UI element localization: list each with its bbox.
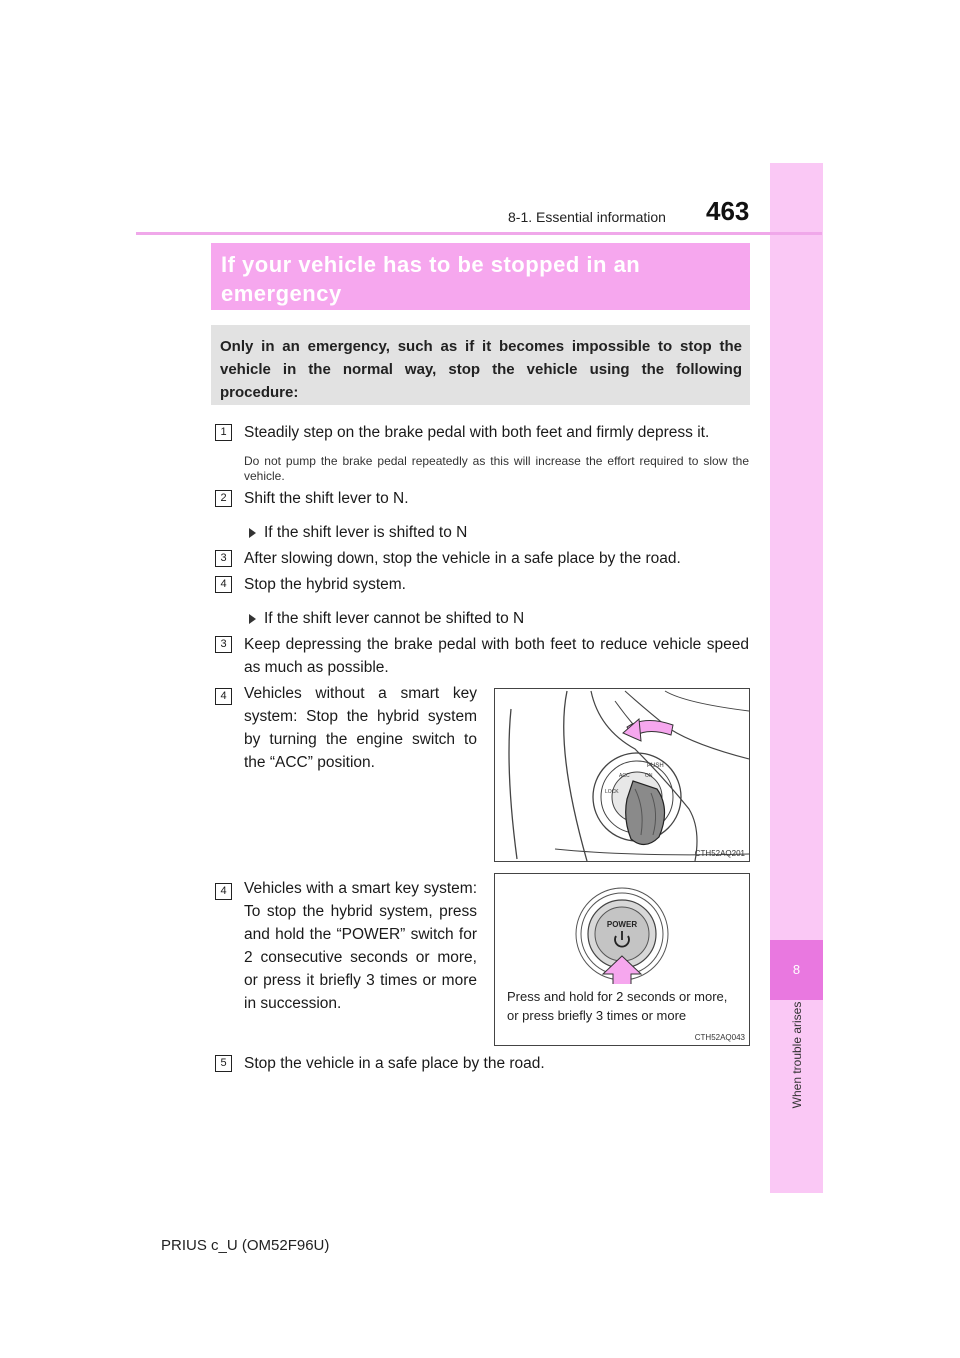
step-number: 3 — [215, 550, 232, 567]
step-number: 1 — [215, 424, 232, 441]
power-switch-illustration — [495, 874, 749, 984]
on-label: ON — [645, 773, 653, 779]
step-text: Stop the vehicle in a safe place by the road. — [244, 1055, 545, 1072]
power-button-label: POWER — [606, 920, 638, 929]
figure-code: CTH52AQ043 — [694, 1033, 745, 1042]
power-switch-figure — [494, 873, 750, 1046]
step-text: Stop the hybrid system. — [244, 576, 406, 593]
step-number: 5 — [215, 1055, 232, 1072]
step-number: 4 — [215, 688, 232, 705]
condition-heading — [249, 607, 524, 630]
step-number: 4 — [215, 883, 232, 900]
figure-code: CTH52AQ201 — [694, 849, 745, 858]
step-text: Shift the shift lever to N. — [244, 490, 409, 507]
intro-box — [211, 325, 750, 405]
triangle-bullet-icon — [249, 528, 256, 538]
title-banner — [211, 243, 750, 310]
intro-text: Only in an emergency, such as if it becomes impossible to stop the vehicle in the normal way, stop the vehicle using the following procedure: — [220, 338, 742, 401]
chapter-label: When trouble arises — [790, 1001, 804, 1109]
step-text: Vehicles with a smart key system: To stop the hybrid system, press and hold the “POWER” switch for 2 consecutive seconds or more, or press it briefly 3 times or more in succession. — [244, 880, 477, 1012]
step-text: Steadily step on the brake pedal with both feet and firmly depress it. — [244, 424, 710, 441]
engine-switch-illustration — [495, 689, 749, 861]
condition-text: If the shift lever is shifted to N — [264, 524, 468, 541]
step-number: 3 — [215, 636, 232, 653]
triangle-bullet-icon — [249, 614, 256, 624]
figure-caption: Press and hold for 2 seconds or more, or press briefly 3 times or more — [507, 989, 728, 1023]
step-text: After slowing down, stop the vehicle in a safe place by the road. — [244, 550, 681, 567]
step-note: Do not pump the brake pedal repeatedly as this will increase the effort required to slow the vehicle. — [244, 454, 749, 483]
page-number: 463 — [706, 196, 750, 226]
step-text: Vehicles without a smart key system: Stop the hybrid system by turning the engine switch to the “ACC” position. — [244, 685, 477, 771]
step-text: Keep depressing the brake pedal with both feet to reduce vehicle speed as much as possible. — [244, 636, 749, 676]
page-title: If your vehicle has to be stopped in an emergency — [221, 252, 641, 306]
chapter-number: 8 — [770, 940, 823, 1000]
condition-text: If the shift lever cannot be shifted to N — [264, 610, 525, 627]
acc-label: ACC — [619, 773, 630, 779]
header-divider — [136, 232, 822, 235]
step-number: 2 — [215, 490, 232, 507]
section-heading: 8-1. Essential information — [508, 209, 666, 225]
step-number: 4 — [215, 576, 232, 593]
lock-label: LOCK — [605, 789, 619, 795]
footer-model: PRIUS c_U (OM52F96U) — [161, 1237, 330, 1254]
condition-heading — [249, 521, 467, 544]
push-label: PUSH — [647, 763, 664, 769]
engine-switch-figure — [494, 688, 750, 862]
